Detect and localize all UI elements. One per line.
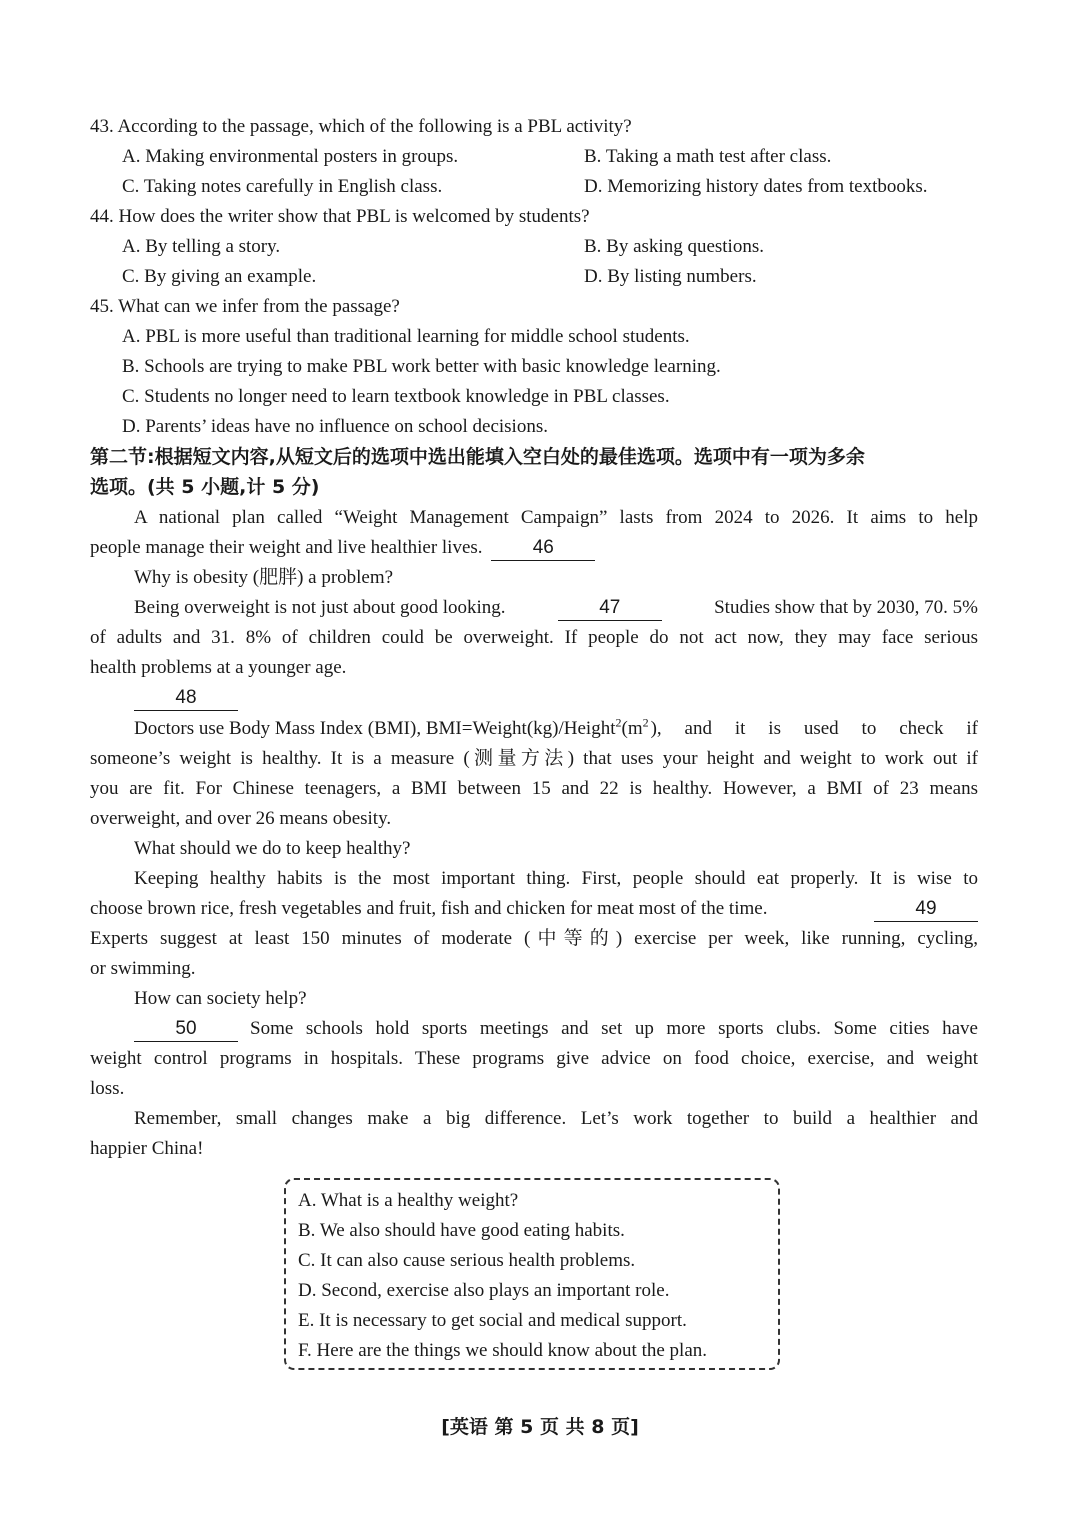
passage-heading-1: Why is obesity (肥胖) a problem? bbox=[134, 567, 394, 588]
blank-47[interactable]: 47 bbox=[558, 596, 662, 621]
section-2-instruction-line-1: 第二节:根据短文内容,从短文后的选项中选出能填入空白处的最佳选项。选项中有一项为多余 bbox=[90, 446, 865, 468]
blank-50[interactable]: 50 bbox=[134, 1017, 238, 1042]
passage-p1-line-1: A national plan called “Weight Management Campaign” lasts from 2024 to 2026. It aims to help bbox=[134, 507, 978, 528]
question-44-option-c: C. By giving an example. bbox=[122, 266, 317, 287]
passage-heading-3: How can society help? bbox=[134, 988, 307, 1009]
passage-p3-line-1 bbox=[134, 714, 978, 744]
question-43-option-d: D. Memorizing history dates from textbooks. bbox=[584, 176, 928, 197]
section-2-instruction-line-2: 选项。(共 5 小题,计 5 分) bbox=[90, 476, 320, 498]
passage-p3-line-1-formula bbox=[134, 714, 649, 744]
passage-p1-line-2 bbox=[90, 533, 595, 563]
passage-p1-line-2-text: people manage their weight and live healthier lives. bbox=[90, 537, 483, 558]
passage-p5-line-1 bbox=[134, 1014, 978, 1044]
question-43-stem: 43. According to the passage, which of the following is a PBL activity? bbox=[90, 116, 632, 137]
question-45-stem: 45. What can we infer from the passage? bbox=[90, 296, 400, 317]
option-b[interactable]: B. We also should have good eating habits. bbox=[298, 1220, 625, 1241]
passage-p3-line-4: overweight, and over 26 means obesity. bbox=[90, 808, 392, 829]
passage-p2-line-1-a: Being overweight is not just about good looking. bbox=[134, 597, 506, 618]
passage-p3-line-1-part-2: (m bbox=[621, 718, 643, 739]
passage-p3-line-1-part-1: Doctors use Body Mass Index (BMI), BMI=Weight(kg)/Height bbox=[134, 718, 616, 739]
passage-p2-line-1 bbox=[134, 593, 978, 623]
page-footer: [英语 第 5 页 共 8 页] bbox=[441, 1416, 639, 1438]
passage-p5-line-3: loss. bbox=[90, 1078, 125, 1099]
question-43-option-a: A. Making environmental posters in groups. bbox=[122, 146, 459, 167]
passage-p6-line-1: Remember, small changes make a big difference. Let’s work together to build a healthier and bbox=[134, 1108, 978, 1129]
blank-49[interactable]: 49 bbox=[874, 897, 978, 922]
passage-heading-2: What should we do to keep healthy? bbox=[134, 838, 411, 859]
option-c[interactable]: C. It can also cause serious health problems. bbox=[298, 1250, 636, 1271]
passage-p4-line-2-text: choose brown rice, fresh vegetables and fruit, fish and chicken for meat most of the time. bbox=[90, 898, 768, 919]
question-45-option-c: C. Students no longer need to learn textbook knowledge in PBL classes. bbox=[122, 386, 670, 407]
passage-p4-line-3: Experts suggest at least 150 minutes of moderate (中等的) exercise per week, like running, cycling, bbox=[90, 928, 978, 949]
passage-p4-line-4: or swimming. bbox=[90, 958, 196, 979]
option-e[interactable]: E. It is necessary to get social and medical support. bbox=[298, 1310, 687, 1331]
question-44-option-a: A. By telling a story. bbox=[122, 236, 281, 257]
passage-p6-line-2: happier China! bbox=[90, 1138, 204, 1159]
question-45-option-a: A. PBL is more useful than traditional learning for middle school students. bbox=[122, 326, 690, 347]
option-d[interactable]: D. Second, exercise also plays an important role. bbox=[298, 1280, 670, 1301]
passage-p5-line-1-text: Some schools hold sports meetings and set up more sports clubs. Some cities have bbox=[250, 1018, 978, 1039]
passage-p3-line-1-part-3: ), and it is used to check if bbox=[650, 718, 978, 739]
blank-46[interactable]: 46 bbox=[491, 536, 595, 561]
passage-p2-line-1-b: Studies show that by 2030, 70. 5% bbox=[714, 597, 978, 618]
question-44-option-d: D. By listing numbers. bbox=[584, 266, 757, 287]
passage-p4-line-1: Keeping healthy habits is the most important thing. First, people should eat properly. It is wise to bbox=[134, 868, 978, 889]
question-43-option-b: B. Taking a math test after class. bbox=[584, 146, 832, 167]
passage-p5-line-2: weight control programs in hospitals. These programs give advice on food choice, exercise, and weight bbox=[90, 1048, 978, 1069]
passage-p4-line-2 bbox=[90, 894, 978, 924]
passage-p3-line-3: you are fit. For Chinese teenagers, a BMI between 15 and 22 is healthy. However, a BMI of 23 means bbox=[90, 778, 978, 799]
passage-p3-sup-1: 2 bbox=[615, 715, 622, 730]
question-44-stem: 44. How does the writer show that PBL is welcomed by students? bbox=[90, 206, 590, 227]
blank-48[interactable]: 48 bbox=[134, 686, 238, 711]
passage-p2-line-2: of adults and 31. 8% of children could be overweight. If people do not act now, they may face serious bbox=[90, 627, 978, 648]
passage-p3-line-2: someone’s weight is healthy. It is a measure (测量方法) that uses your height and weight to work out if bbox=[90, 748, 978, 769]
question-44-option-b: B. By asking questions. bbox=[584, 236, 764, 257]
question-43-option-c: C. Taking notes carefully in English class. bbox=[122, 176, 443, 197]
question-45-option-b: B. Schools are trying to make PBL work better with basic knowledge learning. bbox=[122, 356, 721, 377]
option-a[interactable]: A. What is a healthy weight? bbox=[298, 1190, 519, 1211]
passage-p3-sup-2: 2 bbox=[642, 715, 649, 730]
question-45-option-d: D. Parents’ ideas have no influence on school decisions. bbox=[122, 416, 548, 437]
option-f[interactable]: F. Here are the things we should know about the plan. bbox=[298, 1340, 708, 1361]
passage-p2-line-3: health problems at a younger age. bbox=[90, 657, 347, 678]
